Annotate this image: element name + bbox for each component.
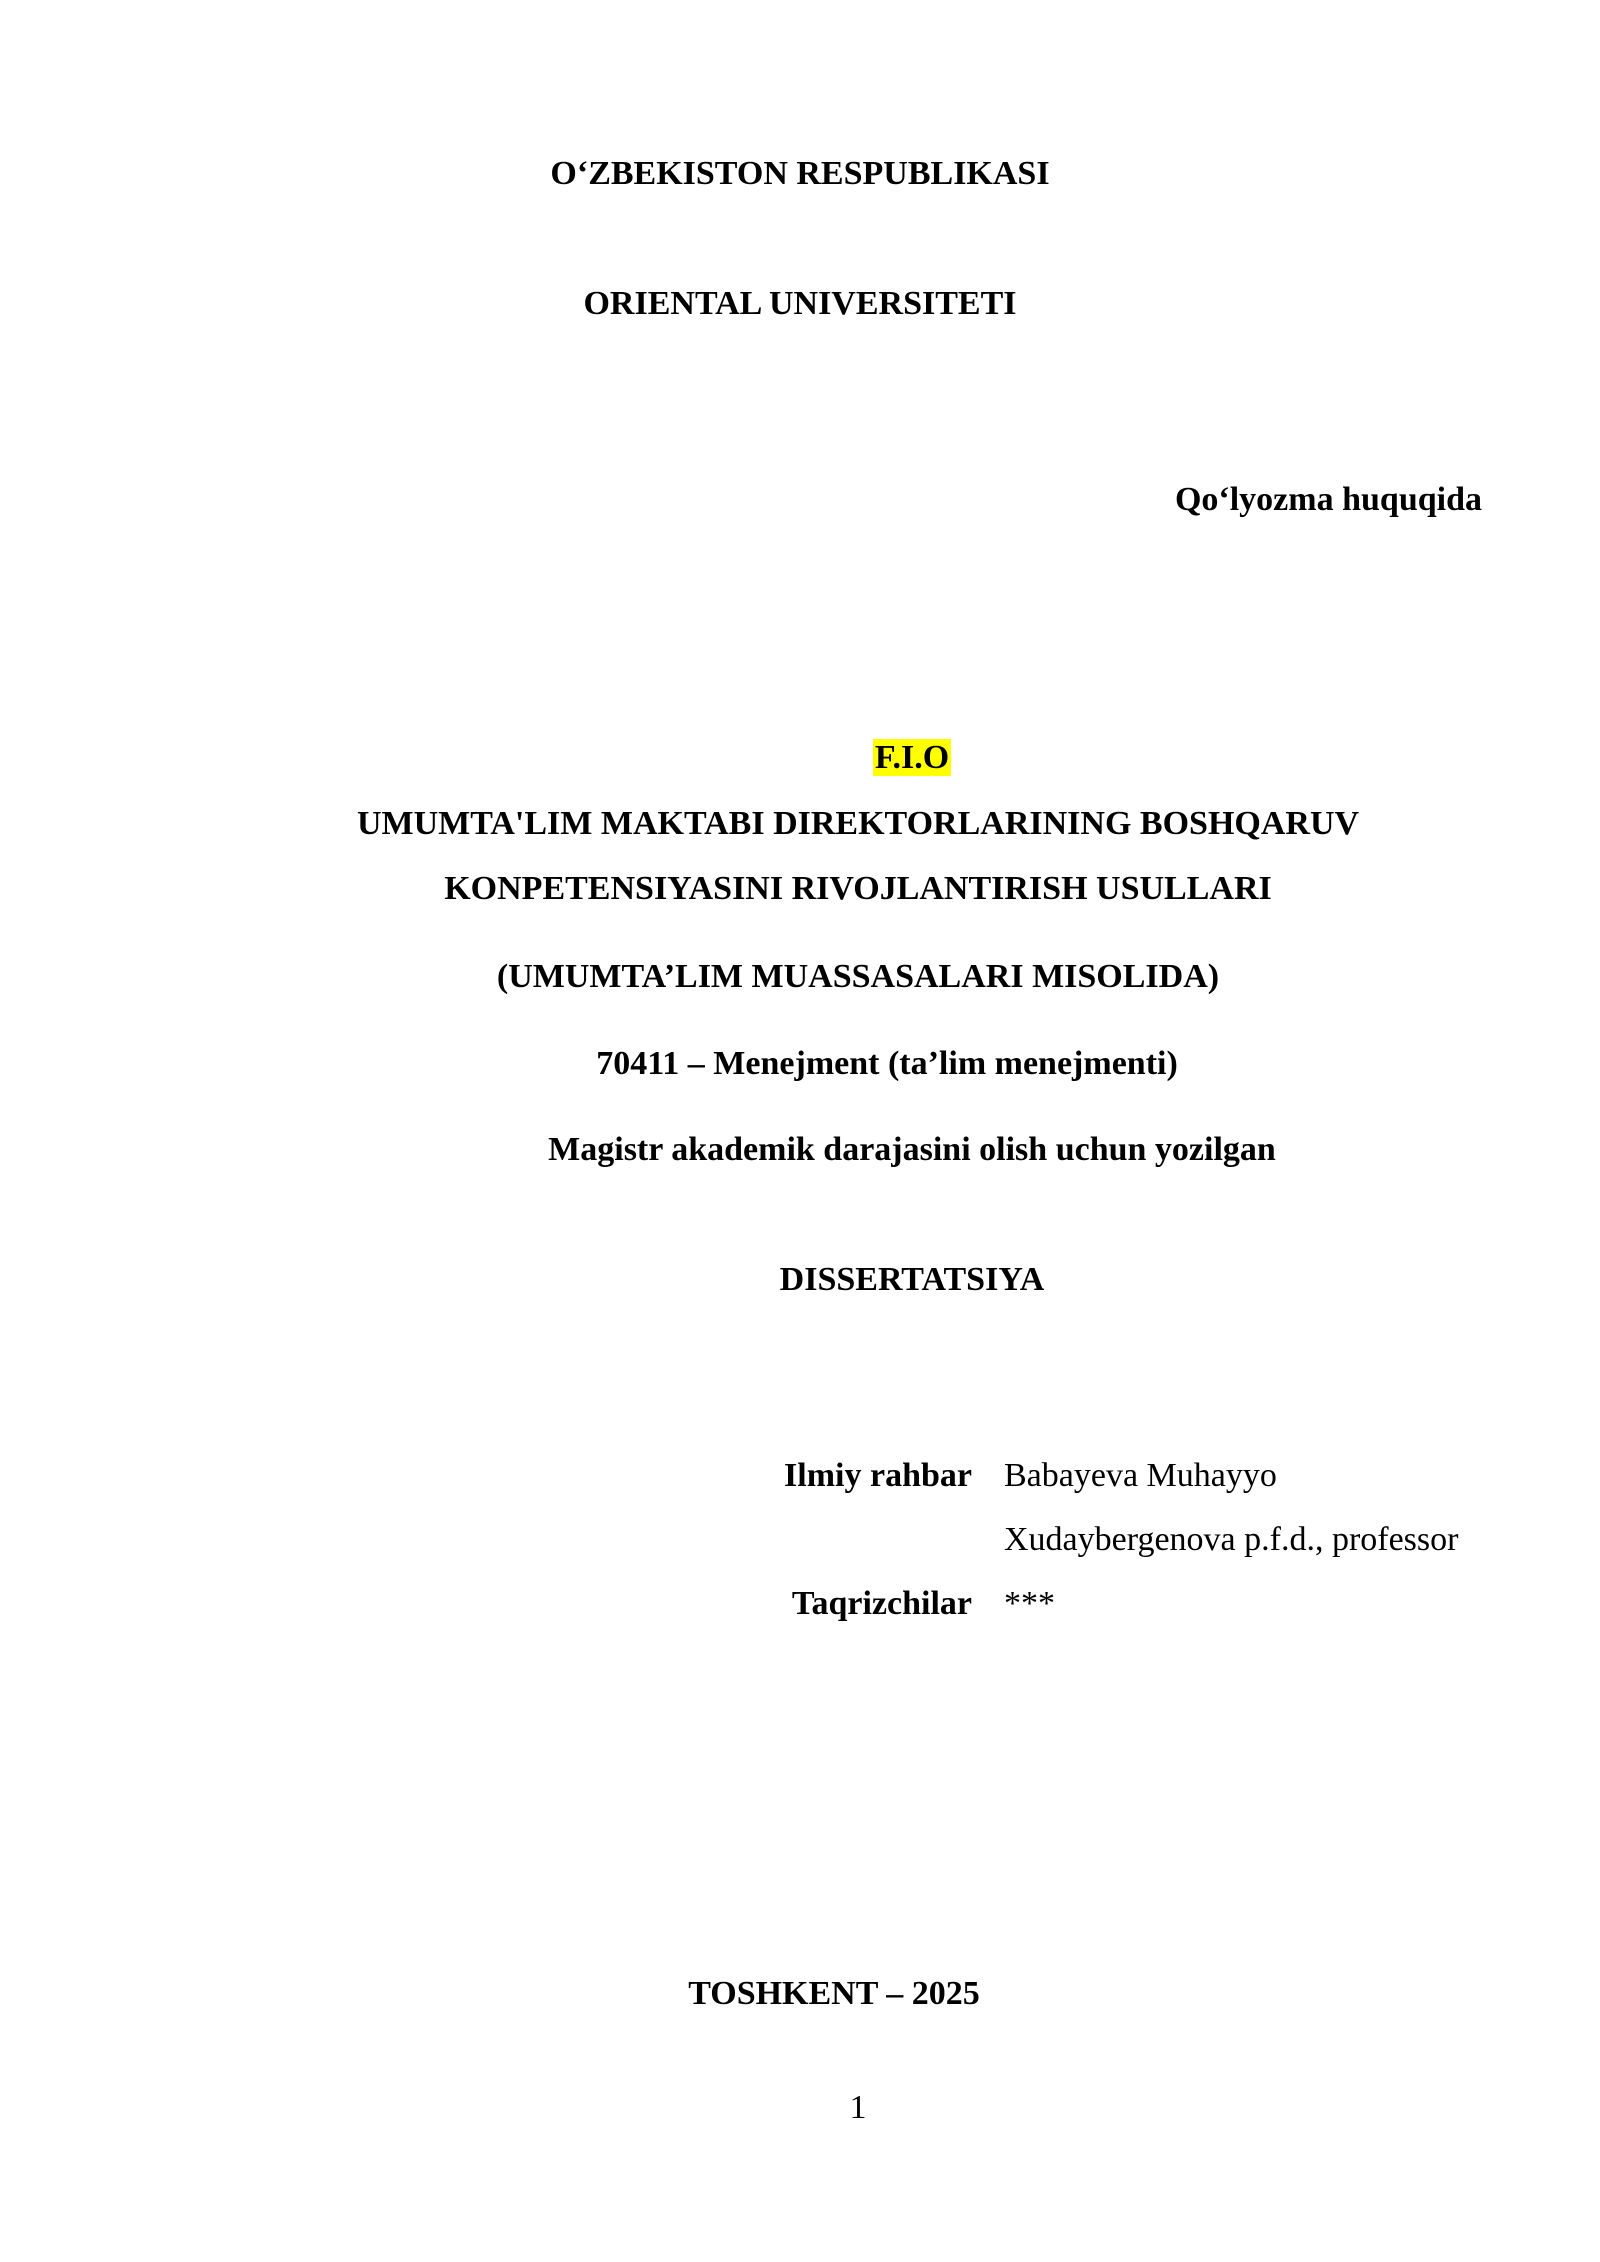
manuscript-rights-note: Qo‘lyozma huquqida bbox=[1174, 481, 1482, 518]
specialty-code: 70411 – Menejment (ta’lim menejmenti) bbox=[596, 1045, 1178, 1082]
degree-note: Magistr akademik darajasini olish uchun yozilgan bbox=[548, 1131, 1276, 1168]
reviewers-label: Taqrizchilar bbox=[791, 1585, 972, 1622]
thesis-title-line-2: KONPETENSIYASINI RIVOJLANTIRISH USULLARI bbox=[444, 870, 1272, 907]
university-heading: ORIENTAL UNIVERSITETI bbox=[583, 285, 1017, 322]
city-year: TOSHKENT – 2025 bbox=[688, 1975, 980, 2012]
reviewers-value: *** bbox=[1004, 1585, 1055, 1622]
author-name bbox=[0, 736, 1600, 780]
thesis-title-line-1: UMUMTA'LIM MAKTABI DIREKTORLARINING BOSHQARUV bbox=[356, 805, 1360, 842]
thesis-subtitle: (UMUMTA’LIM MUASSASALARI MISOLIDA) bbox=[496, 958, 1220, 995]
author-name-highlight: F.I.O bbox=[874, 739, 950, 776]
country-heading: O‘ZBEKISTON RESPUBLIKASI bbox=[550, 155, 1050, 192]
page-number: 1 bbox=[849, 2089, 867, 2126]
supervisor-name: Babayeva Muhayyo bbox=[1004, 1457, 1277, 1494]
supervisor-label: Ilmiy rahbar bbox=[784, 1457, 972, 1494]
document-type: DISSERTATSIYA bbox=[779, 1261, 1045, 1298]
supervisor-credentials: Xudaybergenova p.f.d., professor bbox=[1004, 1521, 1459, 1558]
